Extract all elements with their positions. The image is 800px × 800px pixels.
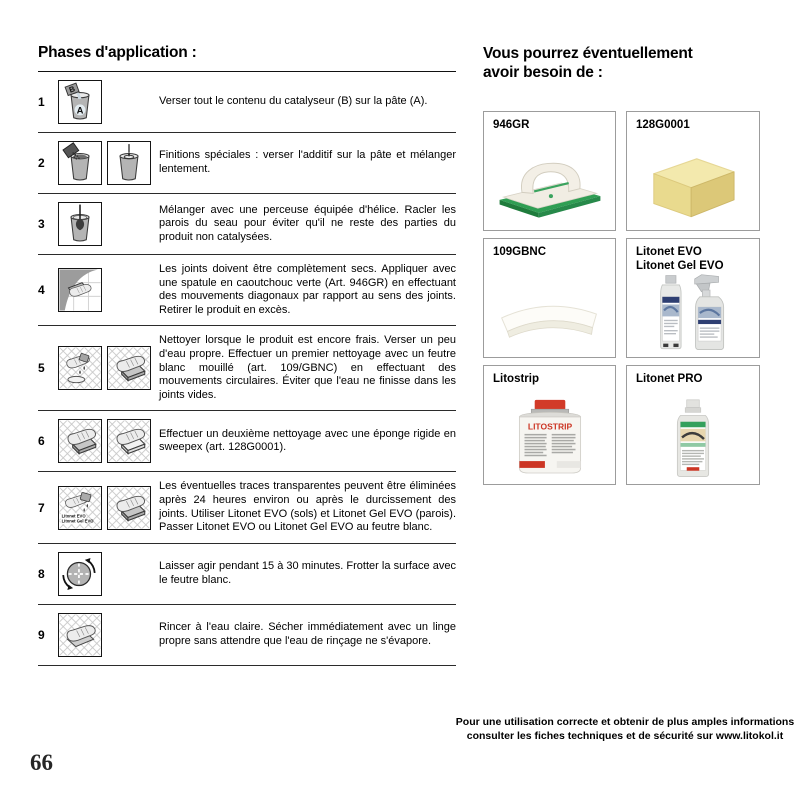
step-number: 9 bbox=[38, 627, 45, 642]
products-needed-section bbox=[483, 44, 765, 485]
step-row-1 bbox=[38, 72, 456, 133]
product-label: Litonet PRO bbox=[636, 373, 703, 385]
product-label: 128G0001 bbox=[636, 119, 690, 131]
step-text: Nettoyer lorsque le produit est encore frais. Verser un peu d'eau propre. Effectuer un premier nettoyage avec un feutre blanc mouillé (art. 109/GBNC) en effectuant des mouvements circulaires. Éviter que l'eau ne finisse dans les joints vides. bbox=[159, 334, 456, 401]
green-rubber-float-image bbox=[492, 142, 608, 226]
step-number: 5 bbox=[38, 361, 45, 376]
step-row-7 bbox=[38, 472, 456, 543]
step-number: 6 bbox=[38, 434, 45, 449]
step-text: Verser tout le contenu du catalyseur (B) sur la pâte (A). bbox=[159, 95, 428, 108]
step-text: Finitions spéciales : verser l'additif sur la pâte et mélanger lentement. bbox=[159, 149, 456, 175]
step-text: Mélanger avec une perceuse équipée d'hélice. Racler les parois du seau pour éviter qu'il ne reste des parties du produit non catalysées. bbox=[159, 203, 456, 243]
product-label: Litonet EVO Litonet Gel EVO bbox=[636, 246, 724, 272]
wet-felt-wipe-icon bbox=[107, 346, 151, 390]
white-felt-pad-image bbox=[492, 279, 608, 353]
step-number: 1 bbox=[38, 95, 45, 109]
svg-text:LITOSTRIP: LITOSTRIP bbox=[527, 421, 572, 432]
drip-into-bucket-icon bbox=[107, 141, 151, 185]
left-section-title: Phases d'application : bbox=[38, 44, 456, 72]
product-label: 946GR bbox=[493, 119, 530, 131]
application-phases-section bbox=[38, 44, 456, 666]
sponge-wipe-icon bbox=[58, 419, 102, 463]
footer-note-line1: Pour une utilisation correcte et obtenir de plus amples informations bbox=[455, 716, 795, 728]
product-cell-109gbnc bbox=[483, 238, 616, 358]
product-label: Litostrip bbox=[493, 373, 539, 385]
step-row-6 bbox=[38, 411, 456, 472]
step-icons bbox=[58, 80, 156, 124]
step-row-3 bbox=[38, 194, 456, 255]
step-icons bbox=[58, 486, 156, 530]
step-row-2 bbox=[38, 133, 456, 194]
step-text: Effectuer un deuxième nettoyage avec une éponge rigide en sweepex (art. 128G0001). bbox=[159, 427, 456, 454]
step-number: 2 bbox=[38, 156, 45, 170]
cloth-wipe-icon bbox=[58, 613, 102, 657]
stripper-can-image bbox=[499, 398, 601, 480]
product-cell-litonet-pro bbox=[626, 365, 760, 485]
step-row-4 bbox=[38, 255, 456, 326]
svg-text:B: B bbox=[67, 84, 77, 95]
svg-text:A: A bbox=[76, 105, 84, 117]
step-icons bbox=[58, 419, 156, 463]
timer-icon bbox=[58, 552, 102, 596]
svg-text:Litonet EVO: Litonet EVO bbox=[61, 512, 86, 518]
step-row-5 bbox=[38, 326, 456, 411]
cleaner-bottle-and-spray-image bbox=[641, 273, 745, 353]
right-title-line2: avoir besoin de : bbox=[483, 64, 603, 81]
step-number: 7 bbox=[38, 500, 45, 515]
sponge-wipe-second-icon bbox=[107, 419, 151, 463]
yellow-sponge-image bbox=[637, 142, 749, 226]
drill-mixer-icon bbox=[58, 202, 102, 246]
product-cell-128g0001 bbox=[626, 111, 760, 231]
catalyst-pour-icon bbox=[58, 80, 102, 124]
float-application-icon bbox=[58, 268, 102, 312]
additive-pour-icon bbox=[58, 141, 102, 185]
step-row-8 bbox=[38, 544, 456, 605]
step-icons bbox=[58, 613, 156, 657]
step-icons bbox=[58, 202, 156, 246]
step-text: Laisser agir pendant 15 à 30 minutes. Frotter la surface avec le feutre blanc. bbox=[159, 560, 456, 586]
footer-note bbox=[455, 715, 795, 743]
right-title-line1: Vous pourrez éventuellement bbox=[483, 45, 693, 62]
step-icons bbox=[58, 552, 156, 596]
cleaner-bottle-image bbox=[646, 398, 740, 480]
right-section-title bbox=[483, 44, 765, 82]
step-text: Rincer à l'eau claire. Sécher immédiatement avec un linge propre sans attendre que l'eau de rinçage ne s'évapore. bbox=[159, 621, 456, 647]
step-number: 4 bbox=[38, 283, 45, 298]
product-cell-litonet-evo bbox=[626, 238, 760, 358]
page-number: 66 bbox=[30, 750, 53, 775]
water-pour-icon bbox=[58, 346, 102, 390]
product-cell-litostrip bbox=[483, 365, 616, 485]
product-grid bbox=[483, 111, 765, 485]
step-text: Les joints doivent être complètement secs. Appliquer avec une spatule en caoutchouc verte (Art. 946GR) en effectuant des mouvements diagonaux par rapport au sens des joints. Retirer le produit en excès. bbox=[159, 263, 456, 316]
step-icons bbox=[58, 141, 156, 185]
step-icons bbox=[58, 346, 156, 390]
product-label: 109GBNC bbox=[493, 246, 547, 258]
svg-text:Litonet Gel EVO: Litonet Gel EVO bbox=[61, 518, 94, 524]
litonet-pour-icon bbox=[58, 486, 102, 530]
footer-note-line2: consulter les fiches techniques et de sécurité sur www.litokol.it bbox=[466, 730, 784, 742]
step-icons bbox=[58, 268, 156, 312]
step-number: 8 bbox=[38, 566, 45, 581]
product-cell-946gr bbox=[483, 111, 616, 231]
felt-wipe-icon bbox=[107, 486, 151, 530]
step-number: 3 bbox=[38, 217, 45, 231]
step-row-9 bbox=[38, 605, 456, 666]
step-text: Les éventuelles traces transparentes peuvent être éliminées après 24 heures environ ou après le durcissement des joints. Utiliser Litonet EVO (sols) et Litonet Gel EVO (parois). Passer Litonet EVO ou Litonet Gel EVO au feutre blanc. bbox=[159, 480, 456, 534]
